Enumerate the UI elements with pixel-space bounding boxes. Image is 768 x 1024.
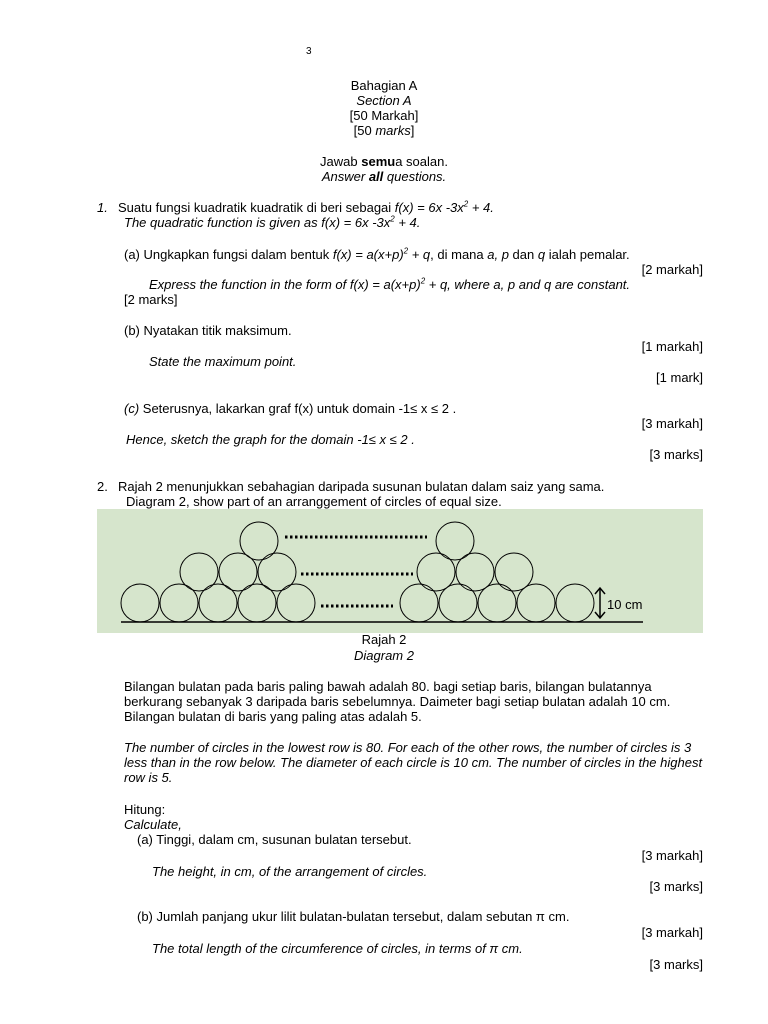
q1b-marks: [1 mark] [656, 370, 703, 385]
q2-paragraph-ms: Bilangan bulatan pada baris paling bawah adalah 80. bagi setiap baris, bilangan bulatannya berkurang sebanyak 3 daripada baris sebelumnya. Daimeter bagi setiap bulatan adalah 10 cm. Bilangan bulatan di baris yang paling atas adalah 5. [124, 679, 671, 724]
q1b-markah: [1 markah] [641, 339, 703, 354]
dimension-label: 10 cm [607, 597, 643, 612]
q1c-text-ms: (c) Seterusnya, lakarkan graf f(x) untuk domain -1≤ x ≤ 2 . [124, 401, 457, 416]
q2b-marks: [3 marks] [649, 957, 703, 972]
page-number: 3 [306, 46, 312, 57]
q1b-text-en: State the maximum point. [149, 354, 297, 369]
q2a-text-ms: (a) Tinggi, dalam cm, susunan bulatan tersebut. [137, 832, 412, 847]
instruction-ms: Jawab semua soalan. [320, 154, 448, 169]
section-title-ms: Bahagian A [350, 78, 418, 93]
circle [240, 522, 278, 560]
circle [121, 584, 159, 622]
q2a-markah: [3 markah] [641, 848, 703, 863]
q2-stem-ms: Rajah 2 menunjukkan sebahagian daripada susunan bulatan dalam saiz yang sama. [118, 479, 605, 494]
dimension-arrow [595, 588, 605, 618]
q2-paragraph-en: The number of circles in the lowest row is 80. For each of the other rows, the number of circles is 3 less than in the row below. The diameter of each circle is 10 cm. The number of circles in the highest row is 5. [124, 740, 703, 785]
q1b-text-ms: (b) Nyatakan titik maksimum. [124, 323, 292, 338]
q2b-text-ms: (b) Jumlah panjang ukur lilit bulatan-bulatan tersebut, dalam sebutan π cm. [137, 909, 570, 924]
section-title-en: Section A [356, 93, 412, 108]
circle [258, 553, 296, 591]
circles-diagram-svg [97, 509, 703, 633]
q2b-markah: [3 markah] [641, 925, 703, 940]
q1a-text-ms: (a) Ungkapkan fungsi dalam bentuk $f(x) = a(x+p)^2 + q$, di mana a, p dan q ialah pemalar. [124, 246, 630, 262]
circle [478, 584, 516, 622]
q1-stem-ms: Suatu fungsi kuadratik kuadratik di beri sebagai f(x) = 6x $-3x^2 + 4$. [118, 199, 494, 215]
circle [180, 553, 218, 591]
q1-stem-en: The quadratic function is given as f(x) = 6x $-3x^2 + 4$. [124, 214, 421, 230]
diagram-caption-en: Diagram 2 [354, 648, 414, 663]
q2-stem-en: Diagram 2, show part of an arranggement of circles of equal size. [126, 494, 502, 509]
circle [400, 584, 438, 622]
instruction-en: Answer all questions. [321, 169, 447, 184]
circle [495, 553, 533, 591]
total-marks: [50 marks] [353, 123, 415, 138]
circle [556, 584, 594, 622]
q1a-markah: [2 markah] [641, 262, 703, 277]
circle [517, 584, 555, 622]
q2a-text-en: The height, in cm, of the arrangement of circles. [152, 864, 428, 879]
q1a-marks: [2 marks] [124, 292, 178, 307]
q2a-marks: [3 marks] [649, 879, 703, 894]
q2-hitung: Hitung: [124, 802, 166, 817]
total-markah: [50 Markah] [349, 108, 419, 123]
q1c-marks: [3 marks] [649, 447, 703, 462]
diagram-caption-ms: Rajah 2 [361, 632, 407, 647]
q1a-text-en: Express the function in the form of $f(x) = a(x+p)^2 + q$, where a, p and q are constant. [149, 276, 631, 292]
circles-diagram [97, 509, 703, 633]
circle [436, 522, 474, 560]
q1-number: 1. [97, 200, 108, 215]
circle [439, 584, 477, 622]
q2-calculate: Calculate, [124, 817, 182, 832]
q2-number: 2. [97, 479, 108, 494]
q1c-markah: [3 markah] [641, 416, 703, 431]
q2b-text-en: The total length of the circumference of circles, in terms of π cm. [152, 941, 523, 956]
q1c-text-en: Hence, sketch the graph for the domain -1≤ x ≤ 2 . [126, 432, 415, 447]
